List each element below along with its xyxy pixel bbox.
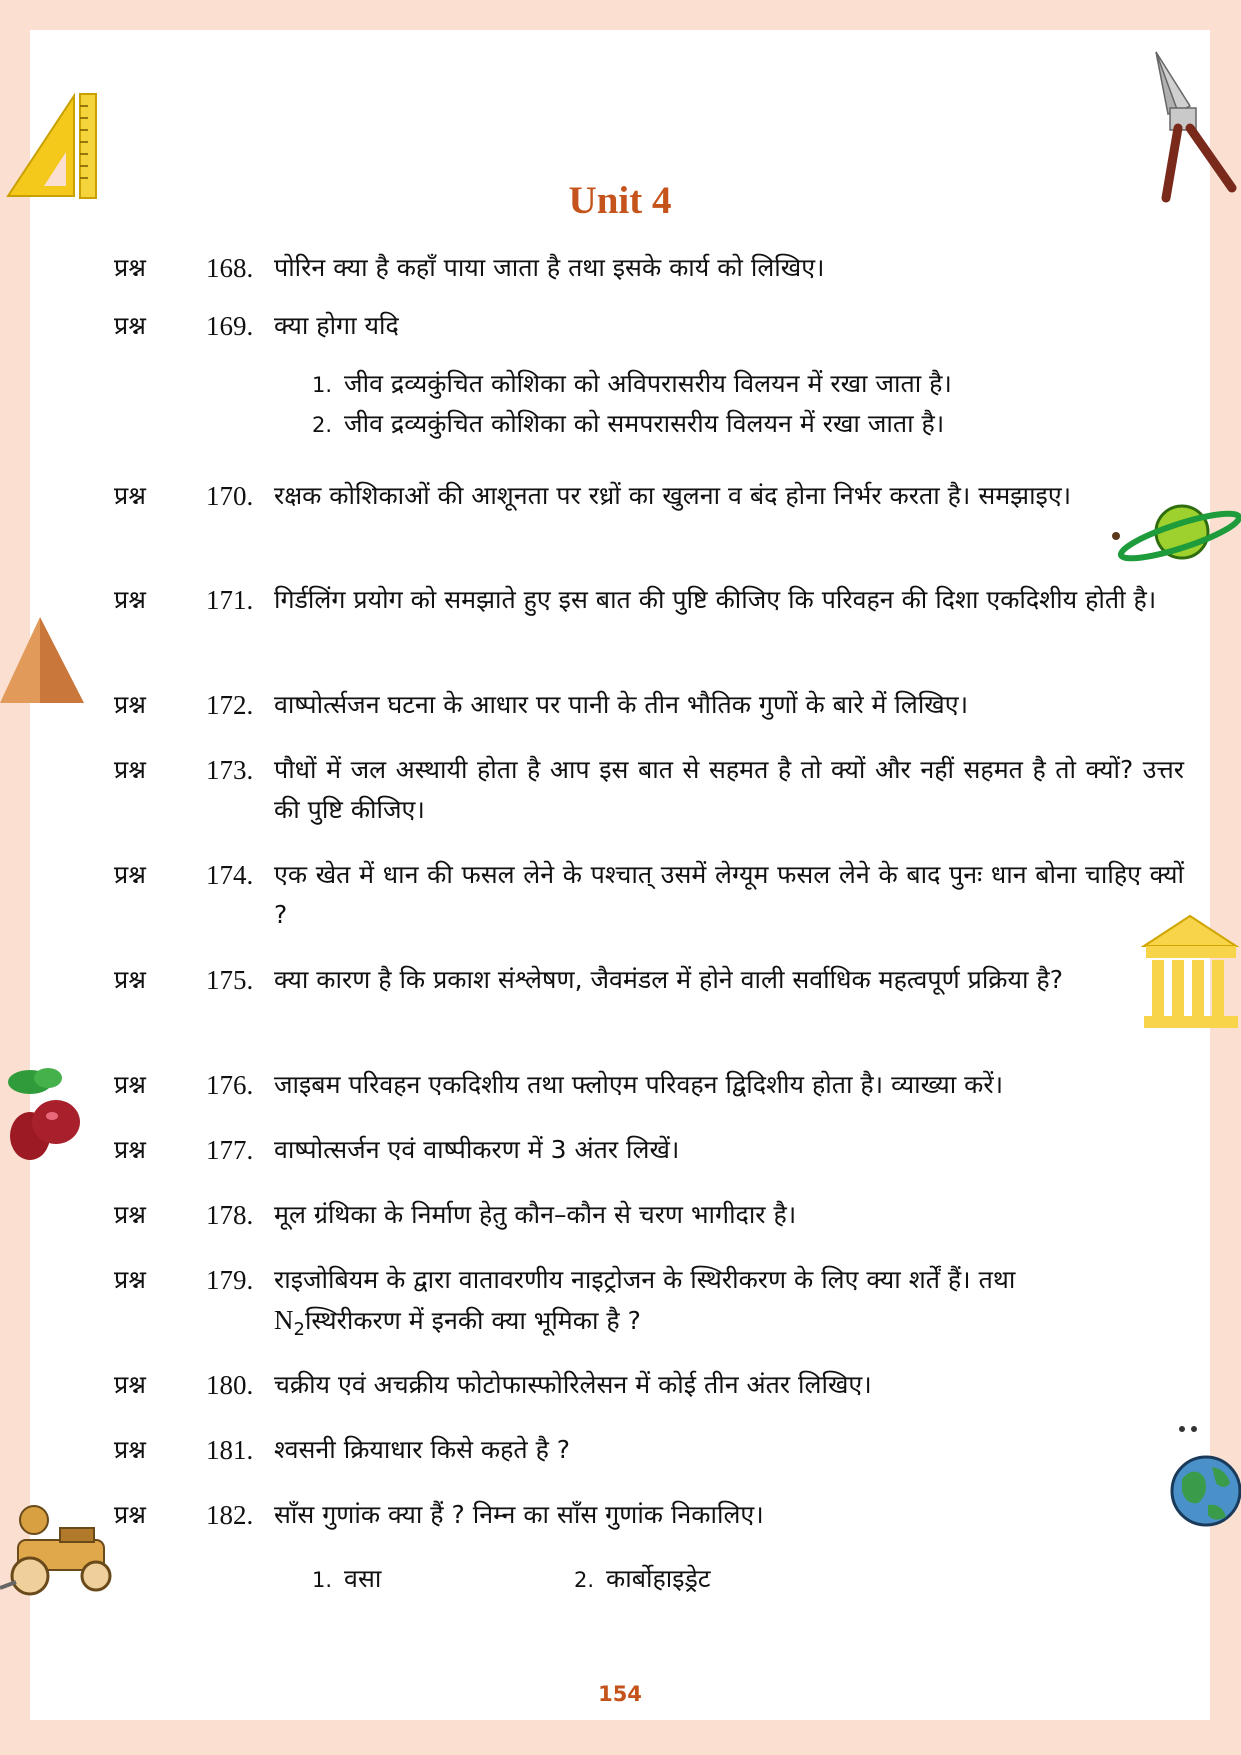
question-number: 182. [206,1500,254,1530]
question-text: क्या होगा यदि [274,311,399,340]
n2-subscript: 2 [293,1319,305,1340]
question-label: प्रश्न [114,481,146,510]
question-text: एक खेत में धान की फसल लेने के पश्चात् उसमें लेग्यूम फसल लेने के बाद पुनः धान बोना चाहिए क्यों ? [274,860,1184,929]
garden-shears-icon [1150,48,1240,208]
question-number: 177. [206,1135,254,1165]
question-label: प्रश्न [114,1370,146,1399]
question-text: पोरिन क्या है कहाँ पाया जाता है तथा इसके कार्य को लिखिए। [274,253,825,282]
question-text: पौधों में जल अस्थायी होता है आप इस बात से सहमत है तो क्यों और नहीं सहमत है तो क्यों? उत्तर की पुष्टि कीजिए। [274,755,1184,824]
question-number: 172. [206,690,254,720]
question-text: मूल ग्रंथिका के निर्माण हेतु कौन–कौन से चरण भागीदार है। [274,1200,797,1229]
question-label: प्रश्न [114,1435,146,1464]
question-label: प्रश्न [114,1200,146,1229]
cannon-cart-icon [0,1502,126,1602]
page-number: 154 [598,1682,642,1706]
item-number: 2. [574,1568,595,1592]
question-number: 174. [206,860,254,890]
question-169 [114,306,1184,346]
question-number: 176. [206,1070,254,1100]
question-170 [114,476,1184,516]
question-text: वाष्पोर्त्सजन घटना के आधार पर पानी के तीन भौतिक गुणों के बारे में लिखिए। [274,690,969,719]
question-number: 171. [206,585,254,615]
q182-item-1 [312,1559,381,1600]
pyramid-icon [0,615,86,705]
question-number: 181. [206,1435,254,1465]
question-180 [114,1365,1184,1405]
item-number: 2. [312,413,333,437]
question-text: साँस गुणांक क्या हैं ? निम्न का साँस गुणांक निकालिए। [274,1500,764,1529]
question-label: प्रश्न [114,965,146,994]
question-181 [114,1430,1184,1470]
unit-title: Unit 4 [568,179,672,222]
question-text-line-1: राइजोबियम के द्वारा वातावरणीय नाइट्रोजन के स्थिरीकरण के लिए क्या शर्तें हैं। तथा [274,1265,1016,1294]
question-text: जाइबम परिवहन एकदिशीय तथा फ्लोएम परिवहन द्विदिशीय होता है। व्याख्या करें। [274,1070,1004,1099]
question-171 [114,580,1184,620]
question-179 [114,1260,1184,1350]
question-number: 175. [206,965,254,995]
question-label: प्रश्न [114,755,146,784]
set-square-ruler-icon [4,88,104,203]
temple-columns-icon [1140,912,1240,1030]
question-168 [114,248,1184,288]
question-label: प्रश्न [114,1070,146,1099]
question-text: रक्षक कोशिकाओं की आशूनता पर रध्रों का खुलना व बंद होना निर्भर करता है। समझाइए। [274,481,1072,510]
planet-ring-icon [1110,498,1241,568]
question-176 [114,1065,1184,1105]
question-text: चक्रीय एवं अचक्रीय फोटोफास्फोरिलेसन में कोई तीन अंतर लिखिए। [274,1370,872,1399]
question-text: क्या कारण है कि प्रकाश संश्लेषण, जैवमंडल में होने वाली सर्वाधिक महत्वपूर्ण प्रक्रिया है? [274,965,1063,994]
question-173 [114,750,1184,830]
question-text: श्वसनी क्रियाधार किसे कहते है ? [274,1435,571,1464]
question-number: 170. [206,481,254,511]
question-label: प्रश्न [114,585,146,614]
globe-icon [1160,1425,1241,1535]
item-number: 1. [312,1568,333,1592]
question-number: 180. [206,1370,254,1400]
item-text: जीव द्रव्यकुंचित कोशिका को अविपरासरीय विलयन में रखा जाता है। [344,369,952,398]
question-175 [114,960,1184,1000]
item-text: जीव द्रव्यकुंचित कोशिका को समपरासरीय विलयन में रखा जाता है। [344,409,945,438]
question-label: प्रश्न [114,1500,146,1529]
n2-symbol: N [274,1305,294,1335]
item-number: 1. [312,373,333,397]
page [30,30,1210,1720]
question-label: प्रश्न [114,1265,146,1294]
radish-vegetable-icon [2,1060,86,1166]
question-182 [114,1495,1184,1535]
q182-item-2 [574,1559,710,1600]
question-text-line-2: स्थिरीकरण में इनकी क्या भूमिका है ? [304,1306,641,1335]
question-number: 169. [206,311,254,341]
question-label: प्रश्न [114,860,146,889]
item-text: वसा [344,1564,382,1593]
item-text: कार्बोहाइड्रेट [606,1564,711,1593]
question-number: 179. [206,1265,254,1295]
question-label: प्रश्न [114,311,146,340]
question-174 [114,855,1184,935]
question-number: 178. [206,1200,254,1230]
q169-item-1 [312,364,952,405]
question-text: गिर्डलिंग प्रयोग को समझाते हुए इस बात की पुष्टि कीजिए कि परिवहन की दिशा एकदिशीय होती है। [274,585,1157,614]
question-172 [114,685,1184,725]
question-label: प्रश्न [114,690,146,719]
question-177 [114,1130,1184,1170]
question-label: प्रश्न [114,1135,146,1164]
question-label: प्रश्न [114,253,146,282]
question-number: 173. [206,755,254,785]
question-number: 168. [206,253,254,283]
q169-item-2 [312,404,944,445]
question-text: वाष्पोत्सर्जन एवं वाष्पीकरण में 3 अंतर लिखें। [274,1135,680,1164]
question-178 [114,1195,1184,1235]
question-text [274,1260,1184,1350]
